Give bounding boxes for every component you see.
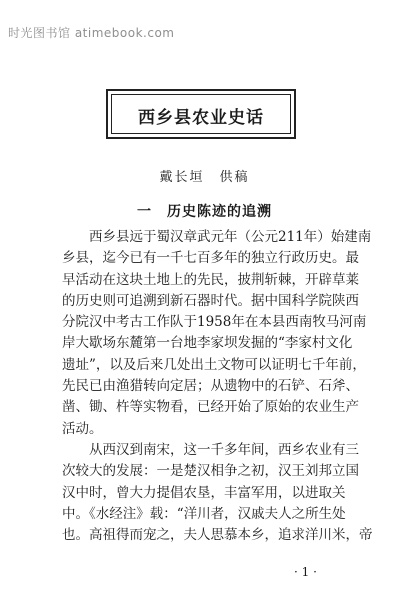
body-line: 从西汉到南宋，这一千多年间，西乡农业有三 [89,441,359,458]
body-line: 活动。 [62,420,103,437]
body-line: 早活动在这块土地上的先民，披荆斩棘，开辟草莱 [62,271,359,288]
body-line: 岸大歇场东麓第一台地李家坝发掘的“李家村文化 [62,335,353,352]
section-heading: 一 历史陈迹的追溯 [137,204,272,220]
body-line: 西乡县远于蜀汉章武元年（公元211年）始建南 [89,229,372,245]
body-line: 先民已由渔猎转向定居；从遗物中的石铲、石斧、 [62,378,359,395]
body-line: 中。《水经注》载：“洋川者，汉戚夫人之所生处 [62,505,346,522]
author-byline: 戴长垣 供稿 [159,170,250,185]
body-line: 遗址”，以及后来几处出土文物可以证明七千年前， [62,356,366,373]
body-line: 次较大的发展：一是楚汉相争之初，汉王刘邦立国 [62,463,359,480]
body-line: 分院汉中考古工作队于1958年在本县西南牧马河南 [62,314,367,331]
body-line: 乡县，迄今已有一千七百多年的独立行政历史。最 [62,250,359,267]
article-title: 西乡县农业史话 [138,108,264,128]
page-number: · 1 · [294,565,317,579]
title-frame [106,89,296,139]
body-text [62,227,372,546]
body-line: 凿、锄、杵等实物看，已经开始了原始的农业生产 [62,399,359,416]
body-line: 汉中时，曾大力提倡农垦，丰富军用，以进取关 [62,484,346,501]
watermark-text: 时光图书馆 atimebook.com [8,26,175,40]
body-line: 也。高祖得而宠之，夫人思慕本乡，追求洋川米，帝 [62,527,372,544]
body-line: 的历史则可追溯到新石器时代。据中国科学院陕西 [62,292,359,309]
